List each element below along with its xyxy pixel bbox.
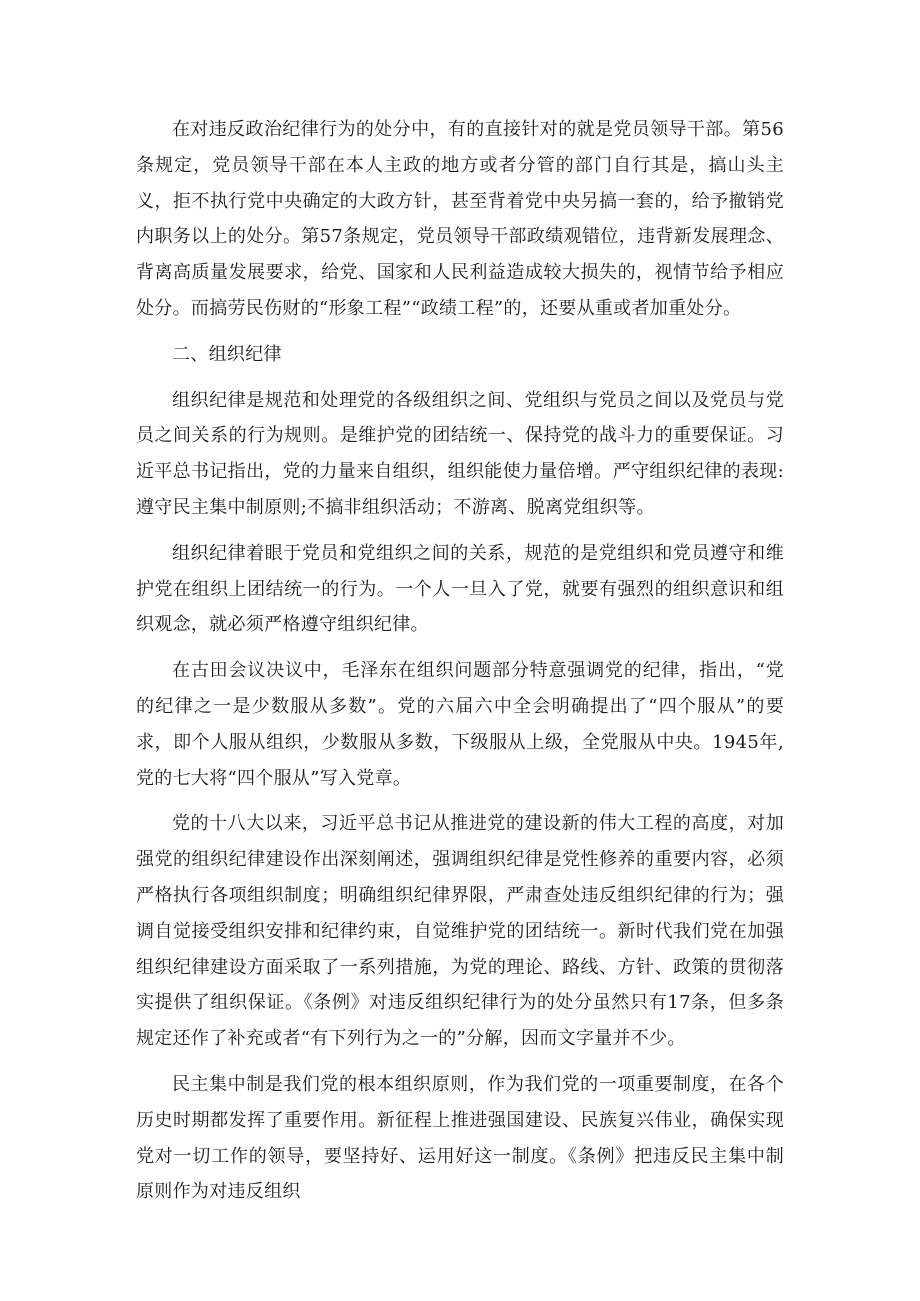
paragraph-organizational-discipline-definition: 组织纪律是规范和处理党的各级组织之间、党组织与党员之间以及党员与党员之间关系的行为规则。是维护党的团结统一、保持党的战斗力的重要保证。习近平总书记指出，党的力量来自组织，组织能使力量倍增。严守组织纪律的表现:遵守民主集中制原则;不搞非组织活动；不游离、脱离党组织等。	[136, 389, 784, 518]
section-heading-organizational-discipline: 二、组织纪律	[172, 343, 282, 365]
paragraph-political-discipline-cadres: 在对违反政治纪律行为的处分中，有的直接针对的就是党员领导干部。第56条规定，党员领导干部在本人主政的地方或者分管的部门自行其是，搞山头主义，拒不执行党中央确定的大政方针，甚至背着党中央另搞一套的，给予撤销党内职务以上的处分。第57条规定，党员领导干部政绩观错位，违背新发展理念、背离高质量发展要求，给党、国家和人民利益造成较大损失的，视情节给予相应处分。而搞劳民伤财的“形象工程”“政绩工程”的，还要从重或者加重处分。	[136, 119, 784, 319]
document-body	[136, 112, 784, 1210]
paragraph-organizational-discipline-focus: 组织纪律着眼于党员和党组织之间的关系，规范的是党组织和党员遵守和维护党在组织上团结统一的行为。一个人一旦入了党，就要有强烈的组织意识和组织观念，就必须严格遵守组织纪律。	[136, 542, 784, 636]
paragraph-eighteenth-congress: 党的十八大以来，习近平总书记从推进党的建设新的伟大工程的高度，对加强党的组织纪律建设作出深刻阐述，强调组织纪律是党性修养的重要内容，必须严格执行各项组织制度；明确组织纪律界限，严肃查处违反组织纪律的行为；强调自觉接受组织安排和纪律约束，自觉维护党的团结统一。新时代我们党在加强组织纪律建设方面采取了一系列措施，为党的理论、路线、方针、政策的贯彻落实提供了组织保证。《条例》对违反组织纪律行为的处分虽然只有17条，但多条规定还作了补充或者“有下列行为之一的”分解，因而文字量并不少。	[136, 813, 784, 1050]
paragraph-gutian-conference: 在古田会议决议中，毛泽东在组织问题部分特意强调党的纪律，指出，“党的纪律之一是少数服从多数”。党的六届六中全会明确提出了“四个服从”的要求，即个人服从组织，少数服从多数，下级服从上级，全党服从中央。1945年,党的七大将“四个服从”写入党章。	[136, 660, 784, 789]
paragraph-democratic-centralism: 民主集中制是我们党的根本组织原则，作为我们党的一项重要制度，在各个历史时期都发挥了重要作用。新征程上推进强国建设、民族复兴伟业，确保实现党对一切工作的领导，要坚持好、运用好这一制度。《条例》把违反民主集中制原则作为对违反组织	[136, 1073, 784, 1203]
